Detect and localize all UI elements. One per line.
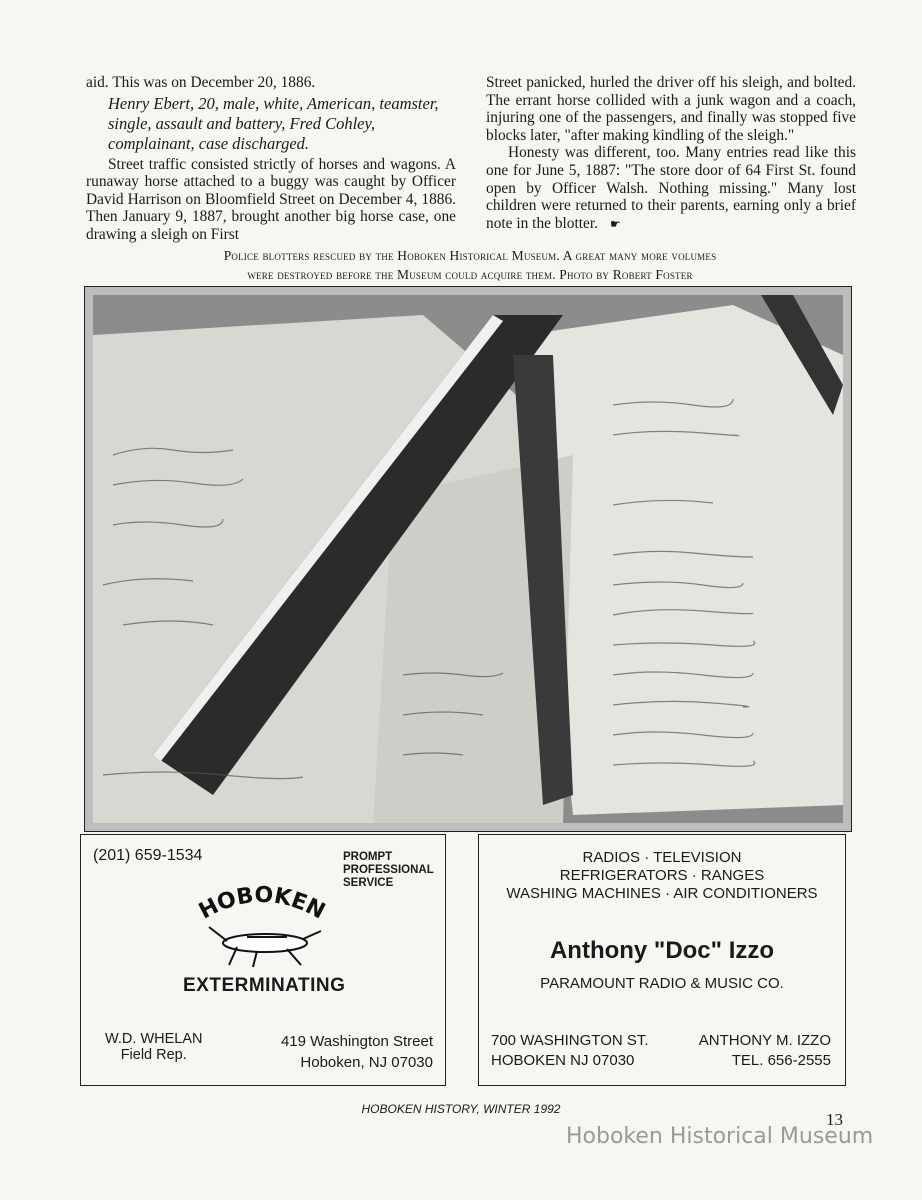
blotter-entry-quote: Henry Ebert, 20, male, white, American, teamster, single, assault and battery, Fred Cohley, complainant, case discharged. <box>108 93 439 153</box>
article-column-left <box>86 74 456 244</box>
ad-rep-title: Field Rep. <box>120 1047 187 1063</box>
ad-street-line: 700 WASHINGTON ST. <box>491 1032 649 1049</box>
article-column-right <box>486 74 856 233</box>
hoboken-exterminating-ad <box>80 834 446 1086</box>
hoboken-logo-with-grasshopper-icon <box>177 879 347 969</box>
article-paragraph <box>486 144 856 233</box>
article-paragraph: Street panicked, hurled the driver off his sleigh, and bolted. The errant horse collided with a junk wagon and a coach, injuring one of the passengers, and finally was stopped five blocks later, "after making kindling of the sleigh." <box>486 74 856 144</box>
article-paragraph: aid. This was on December 20, 1886. <box>86 74 316 91</box>
ad-exterminating-title: EXTERMINATING <box>183 975 346 996</box>
ad-street-address <box>491 1031 649 1071</box>
article-paragraph: Street traffic consisted strictly of horses and wagons. A runaway horse attached to a buggy was caught by Officer David Harrison on Bloomfield Street on December 4, 1886. Then January 9, 1887, brought another big horse case, one drawing a sleigh on First <box>86 155 456 243</box>
svg-text:HOBOKEN <box>195 883 329 925</box>
page-footer: HOBOKEN HISTORY, WINTER 1992 <box>361 1102 561 1116</box>
ad-service-tagline <box>343 851 443 890</box>
page-number: 13 <box>826 1110 843 1129</box>
ad-phone-number: (201) 659-1534 <box>93 847 203 864</box>
ad-products-line: REFRIGERATORS · RANGES <box>559 867 765 884</box>
end-mark-icon: ☛ <box>610 216 621 231</box>
ad-contact <box>699 1031 831 1071</box>
caption-line: were destroyed before the Museum could acquire them. Photo by Robert Foster <box>247 267 693 282</box>
ad-service-line: PROFESSIONAL <box>343 864 434 876</box>
article-paragraph-text: Honesty was different, too. Many entries read like this one for June 5, 1887: "The store door of 64 First St. found open by Officer Walsh. Nothing missing." Many lost children were returned to their parents, earning only a brief note in the blotter. <box>486 144 856 232</box>
ad-field-rep <box>105 1031 202 1063</box>
ad-service-line: SERVICE <box>343 877 394 889</box>
ad-city-line: HOBOKEN NJ 07030 <box>491 1052 635 1069</box>
ad-products-line: RADIOS · TELEVISION <box>582 849 742 866</box>
ad-company-name: PARAMOUNT RADIO & MUSIC CO. <box>540 975 784 992</box>
ad-logo-text: HOBOKEN <box>194 882 330 925</box>
paramount-radio-ad <box>478 834 846 1086</box>
ad-owner-full-name: ANTHONY M. IZZO <box>698 1032 831 1049</box>
ad-address <box>263 1031 433 1073</box>
photo-caption <box>100 246 840 284</box>
ad-telephone: TEL. 656-2555 <box>731 1052 831 1069</box>
ad-address-line: Hoboken, NJ 07030 <box>300 1054 433 1071</box>
ad-rep-name: W.D. WHELAN <box>105 1031 203 1047</box>
caption-line: Police blotters rescued by the Hoboken Historical Museum. A great many more volumes <box>223 248 717 263</box>
blotter-books-illustration <box>93 295 843 823</box>
museum-watermark: Hoboken Historical Museum <box>566 1124 874 1149</box>
ad-products-line: WASHING MACHINES · AIR CONDITIONERS <box>506 885 818 902</box>
ad-owner-name: Anthony "Doc" Izzo <box>549 937 775 964</box>
police-blotter-photo <box>84 286 852 832</box>
ad-service-line: PROMPT <box>343 851 393 863</box>
ad-address-line: 419 Washington Street <box>280 1033 433 1050</box>
